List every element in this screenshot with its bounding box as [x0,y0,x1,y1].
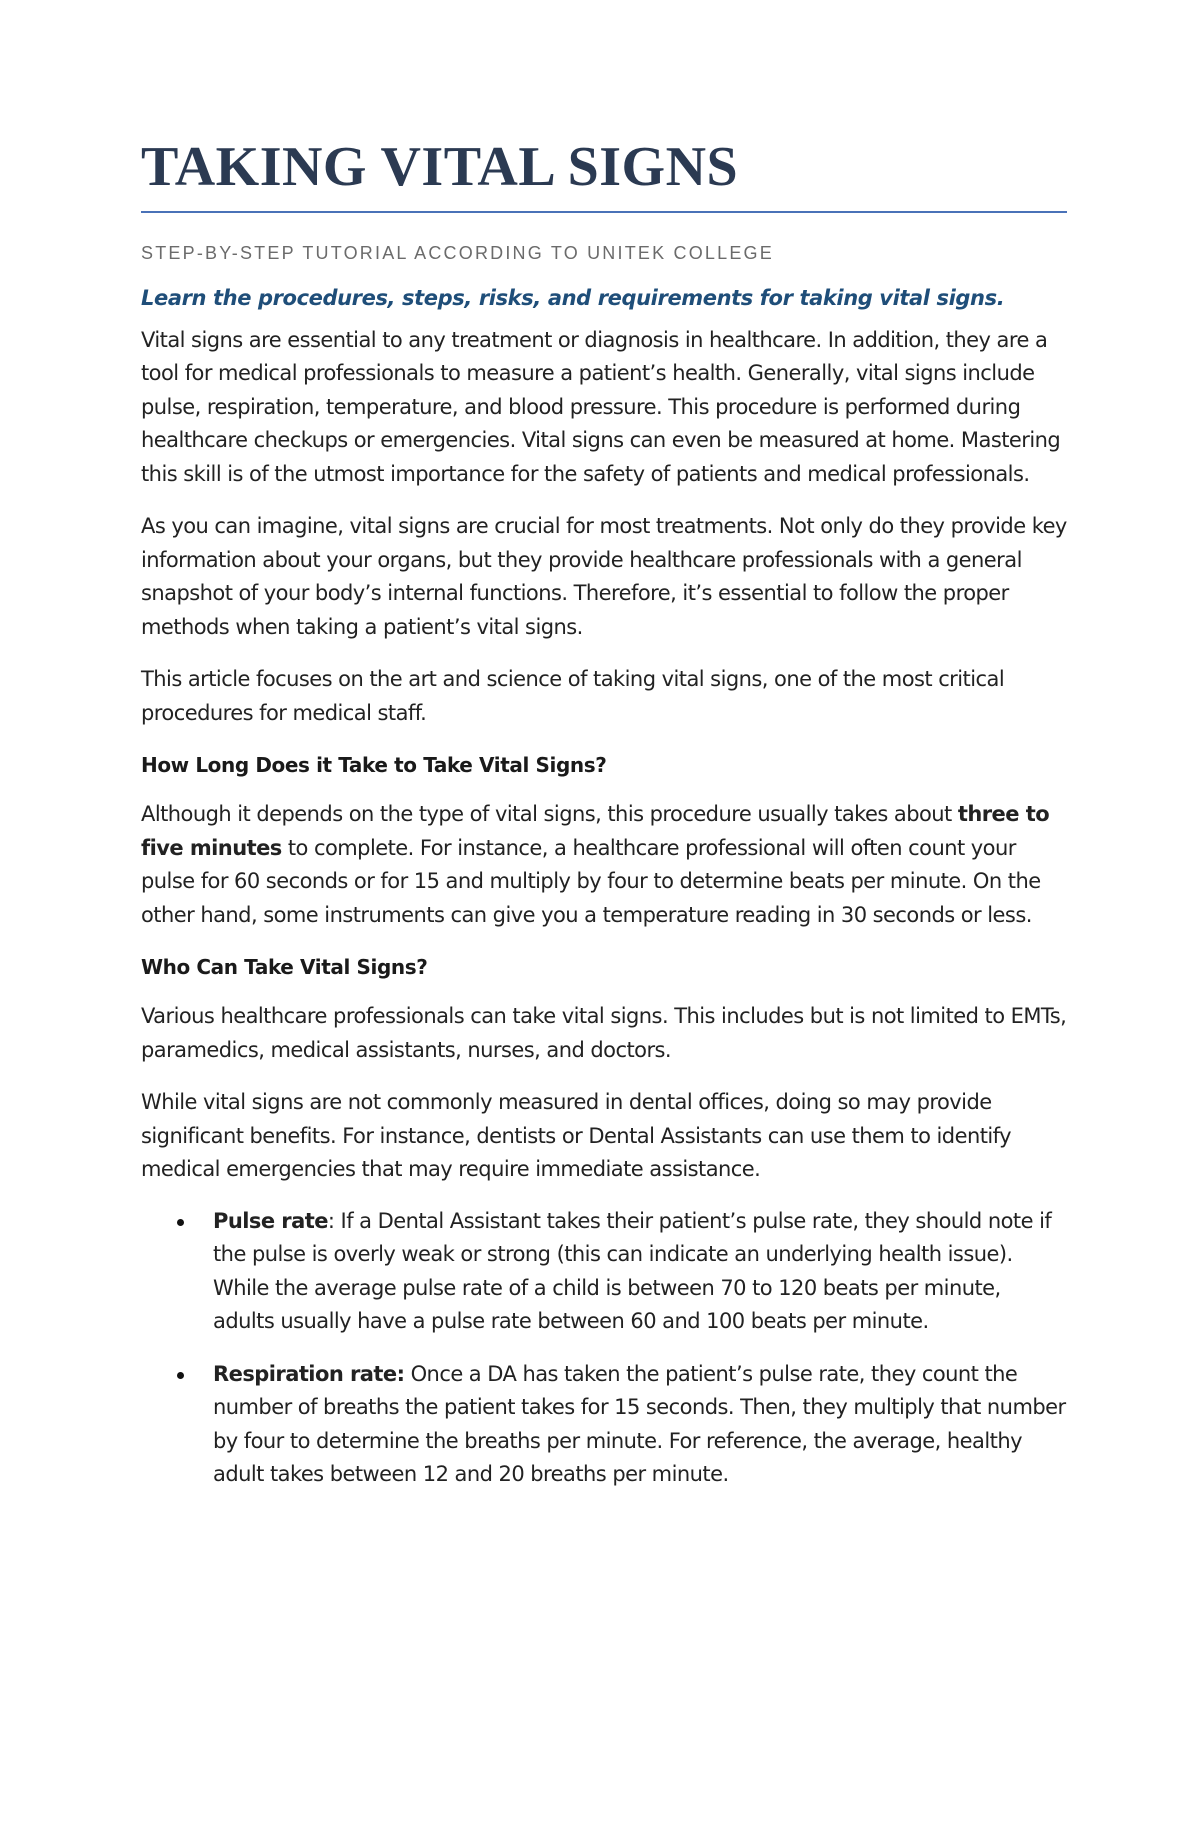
how-long-text-after: to complete. For instance, a healthcare professional will often count your pulse for 60 seconds or for 15 and multiply by four to determine beats per minute. On the other hand, some instruments can give you a temperature reading in 30 seconds or less. [141,835,1041,927]
section-heading-who: Who Can Take Vital Signs? [141,955,428,980]
bullet-label: Respiration rate: [213,1361,405,1386]
bullet-text: : If a Dental Assistant takes their patient’s pulse rate, they should note if the pulse is overly weak or strong (this can indicate an underlying health issue). While the average pulse rate of a child is between 70 to 120 beats per minute, adults usually have a pulse rate between 60 and 100 beats per minute. [213,1208,1052,1334]
how-long-bold-duration: three to five minutes [141,802,1050,860]
section-heading-how-long: How Long Does it Take to Take Vital Signs? [141,753,607,778]
intro-paragraph-3: This article focuses on the art and science of taking vital signs, one of the most critical procedures for medical staff. [141,667,1005,725]
how-long-paragraph [141,798,1067,932]
intro-paragraph-2: As you can imagine, vital signs are crucial for most treatments. Not only do they provide key information about your organs, but they provide healthcare professionals with a general snapshot of your body’s internal functions. Therefore, it’s essential to follow the proper methods when taking a patient’s vital signs. [141,514,1067,639]
who-paragraph-2: While vital signs are not commonly measured in dental offices, doing so may provide significant benefits. For instance, dentists or Dental Assistants can use them to identify medical emergencies that may require immediate assistance. [141,1090,1012,1182]
page-title: TAKING VITAL SIGNS [141,138,1067,213]
list-item [213,1358,1067,1492]
vital-signs-bullet-list [141,1205,1067,1492]
bullet-icon [177,1219,184,1226]
intro-paragraph-1: Vital signs are essential to any treatment or diagnosis in healthcare. In addition, they are a tool for medical professionals to measure a patient’s health. Generally, vital signs include pulse, respiration, temperature, and blood pressure. This procedure is performed during healthcare checkups or emergencies. Vital signs can even be measured at home. Mastering this skill is of the utmost importance for the safety of patients and medical professionals. [141,327,1061,486]
who-paragraph-1: Various healthcare professionals can take vital signs. This includes but is not limited to EMTs, paramedics, medical assistants, nurses, and doctors. [141,1004,1067,1062]
bullet-text: Once a DA has taken the patient’s pulse rate, they count the number of breaths the patient takes for 15 seconds. Then, they multiply that number by four to determine the breaths per minute. For reference, the average, healthy adult takes between 12 and 20 breaths per minute. [213,1361,1066,1487]
document-page [141,138,1067,1511]
bullet-icon [177,1372,184,1379]
page-subtitle: STEP-BY-STEP TUTORIAL ACCORDING TO UNITEK COLLEGE [141,242,774,263]
tagline: Learn the procedures, steps, risks, and requirements for taking vital signs. [141,285,1005,310]
how-long-text-before: Although it depends on the type of vital signs, this procedure usually takes about [141,802,958,827]
bullet-label: Pulse rate [213,1208,328,1233]
list-item [213,1205,1067,1339]
